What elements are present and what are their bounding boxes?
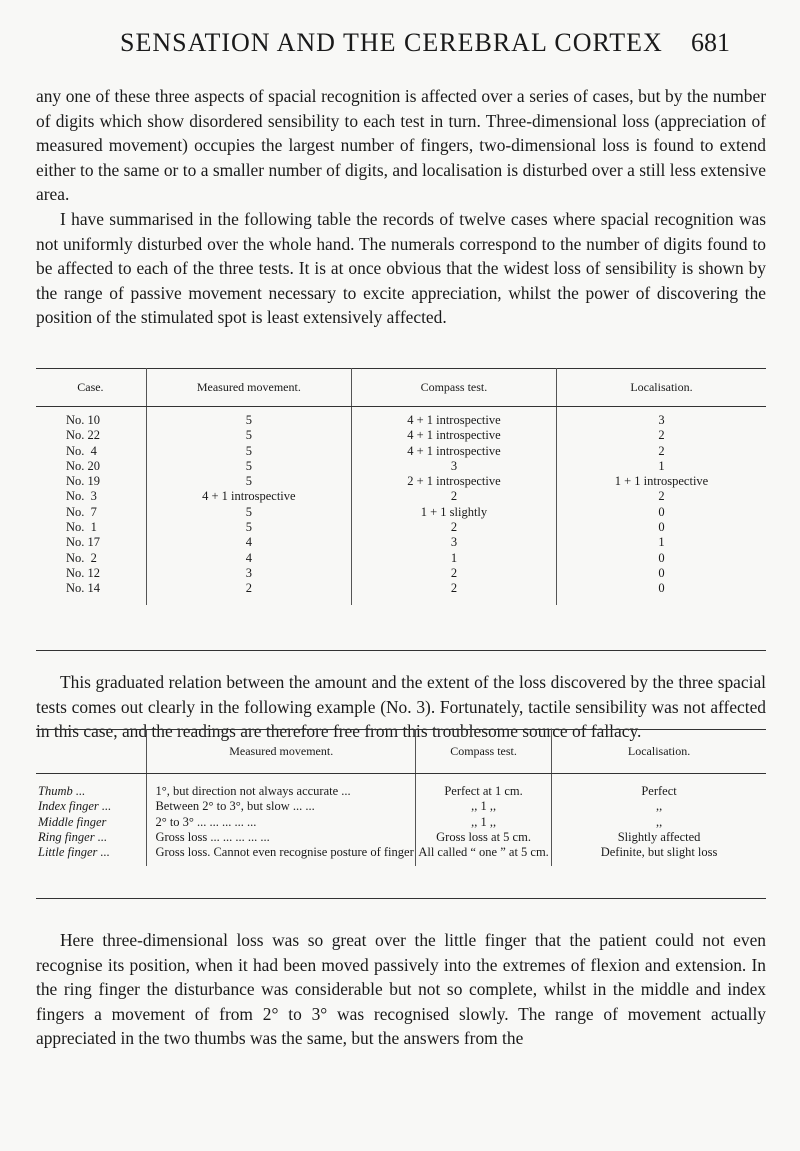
table-cell: 5 [146,520,351,535]
table-cell: No. 20 [66,458,101,473]
table-cell: Between 2° to 3°, but slow ... ... [147,799,416,814]
table-cell: No. 3 [66,489,97,504]
table-cell: 5 [146,459,351,474]
table-cell: 1 + 1 introspective [556,474,766,489]
table-row [36,845,766,866]
finger-readings-table [36,729,766,866]
table-cell: 1°, but direction not always accurate ... [147,774,416,800]
table-cell: Gross loss at 5 cm. [416,830,552,845]
table-row [36,459,766,474]
table-cell: 5 [146,428,351,443]
paragraph: I have summarised in the following table the records of twelve cases where spacial recognition was not uniformly disturbed over the whole hand. The numerals correspond to the number of digits found to be affected to each of the three tests. It is at once obvious that the widest loss of sensibility is shown by the range of passive movement necessary to excite appreciation, whilst the power of discovering the position of the stimulated spot is least extensively affected. [36,209,766,328]
table-cell: 4 [146,535,351,550]
table-cell: 2 [556,489,766,504]
table-cell: Middle finger [38,814,107,829]
table-row [36,520,766,535]
table-cell: ,, [552,815,766,830]
table-cell: 1 [556,459,766,474]
table-cell: 5 [146,444,351,459]
table-row [36,474,766,489]
table-cell: ,, 1 ,, [416,815,552,830]
table-cell: 5 [146,407,351,429]
column-header: Measured movement. [146,368,351,407]
table-cell: Perfect [552,774,766,800]
table-row [36,489,766,504]
table-cell: Slightly affected [552,830,766,845]
table-cell: Ring finger ... [38,829,108,844]
table-cell: No. 14 [66,581,101,596]
paragraph: Here three-dimensional loss was so great over the little finger that the patient could not even recognise its position, when it had been moved passively into the extremes of flexion and extension. In the ring finger the disturbance was considerable but not so complete, whilst in the middle and index fingers a movement of from 2° to 3° was recognised slowly. The range of movement actually appreciated in the two thumbs was the same, but the answers from the [36,930,766,1049]
table-cell: Gross loss ... ... ... ... ... [147,830,416,845]
column-header: Localisation. [552,729,766,774]
table-cell: 1 [351,551,556,566]
table-row [36,407,766,429]
table-cell: 5 [146,505,351,520]
column-header: Measured movement. [147,729,416,774]
table-cell: 4 [146,551,351,566]
table-rule [36,650,766,651]
table-row [36,799,766,814]
table-cell: No. 10 [66,413,101,427]
table-cell: 4 + 1 introspective [351,407,556,429]
table-cell: Index finger ... [38,799,112,814]
table-rule [36,898,766,899]
table-cell: 2 [556,428,766,443]
table-row [36,566,766,581]
table-cell: 3 [351,459,556,474]
table-cell: 0 [556,551,766,566]
table-cell: 2 [351,581,556,604]
table-cell: 2 [556,444,766,459]
table-row [36,581,766,604]
table-row [36,444,766,459]
table-cell: 4 + 1 introspective [351,428,556,443]
table-cell: No. 12 [66,565,101,580]
table-cell: 5 [146,474,351,489]
table-cell: Definite, but slight loss [552,845,766,866]
column-header: Case. [36,368,146,407]
table-row [36,815,766,830]
table-cell: 3 [351,535,556,550]
table-cell: 3 [146,566,351,581]
table-cell: No. 22 [66,428,101,443]
cases-table [36,368,766,605]
table-row [36,774,766,800]
table-cell: No. 19 [66,474,101,489]
table-cell: 3 [556,407,766,429]
table-cell: Thumb ... [38,784,86,798]
table-cell: 4 + 1 introspective [146,489,351,504]
column-header: Compass test. [416,729,552,774]
table-cell: 0 [556,581,766,604]
table-cell: Gross loss. Cannot even recognise posture of finger [147,845,416,866]
table-cell: 2 [351,566,556,581]
table-cell: No. 1 [66,520,97,535]
table-row [36,428,766,443]
paragraph: any one of these three aspects of spacial recognition is affected over a series of cases, but by the number of digits which show disordered sensibility to each test in turn. Three-dimensional loss (appreciation of measured movement) occupies the largest number of fingers, two-dimensional loss is found to extend either to the same or to a smaller number of digits, and localisation is disturbed over a still less extensive area. [36,86,766,205]
table-cell: All called “ one ” at 5 cm. [416,845,552,866]
table-row [36,505,766,520]
table-cell: ,, [552,799,766,814]
page-header [0,28,800,68]
table-cell: 4 + 1 introspective [351,444,556,459]
table-cell: 2 [351,520,556,535]
column-header: Compass test. [351,368,556,407]
table-cell: Perfect at 1 cm. [416,774,552,800]
page-number: 681 [691,28,730,57]
column-header [36,729,147,774]
table-cell: No. 4 [66,443,97,458]
table-row [36,830,766,845]
table-cell: No. 17 [66,535,101,550]
table-cell: ,, 1 ,, [416,799,552,814]
table-header-row [36,368,766,407]
table-cell: Little finger ... [38,845,110,860]
table-cell: 1 + 1 slightly [351,505,556,520]
column-header: Localisation. [556,368,766,407]
table-cell: No. 7 [66,504,97,519]
paragraph: This graduated relation between the amount and the extent of the loss discovered by the three spacial tests comes out clearly in the following example (No. 3). Fortunately, tactile sensibility was not affected in this case, and the readings are therefore free from this troublesome source of fallacy. [36,672,766,742]
table-cell: 2 [351,489,556,504]
table-cell: 0 [556,520,766,535]
table-cell: 2 + 1 introspective [351,474,556,489]
table-cell: 2 [146,581,351,604]
table-cell: 0 [556,566,766,581]
table-row [36,551,766,566]
table-row [36,535,766,550]
table-header-row [36,729,766,774]
running-title: SENSATION AND THE CEREBRAL CORTEX [120,28,663,57]
table-cell: 2° to 3° ... ... ... ... ... [147,815,416,830]
table-cell: No. 2 [66,550,97,565]
table-cell: 1 [556,535,766,550]
table-cell: 0 [556,505,766,520]
